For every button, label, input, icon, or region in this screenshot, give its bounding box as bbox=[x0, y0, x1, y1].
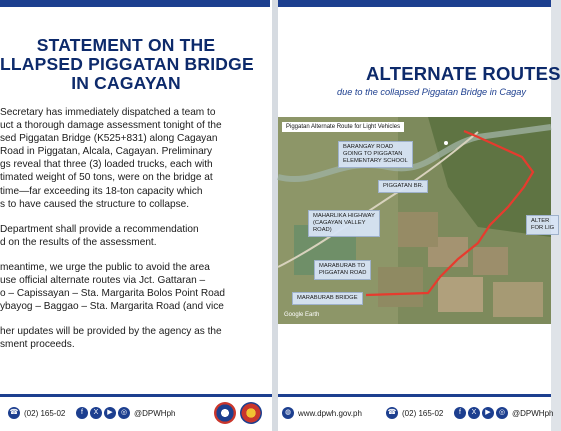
phone-icon: ☎ bbox=[386, 407, 398, 419]
p1-line: timated weight of 50 tons, were on the bridge at bbox=[0, 172, 213, 184]
alternate-route-label: ALTER FOR LIG bbox=[526, 215, 559, 235]
p4-line: her updates will be provided by the agency as the bbox=[0, 326, 222, 338]
facebook-icon[interactable]: f bbox=[76, 407, 88, 419]
youtube-icon[interactable]: ▶ bbox=[482, 407, 494, 419]
statement-title bbox=[0, 36, 252, 93]
footer-phone[interactable]: (02) 165-02 bbox=[402, 409, 444, 418]
x-icon[interactable]: X bbox=[90, 407, 102, 419]
dpwh-seal-icon bbox=[214, 402, 236, 424]
maraburab-bridge-label: MARABURAB BRIDGE bbox=[292, 292, 363, 305]
title-line-1: STATEMENT ON THE bbox=[36, 35, 216, 55]
maharlika-highway-label: MAHARLIKA HIGHWAY (CAGAYAN VALLEY ROAD) bbox=[308, 210, 380, 237]
routes-footer bbox=[278, 394, 554, 431]
alternate-routes-page bbox=[278, 0, 561, 431]
routes-subtitle: due to the collapsed Piggatan Bridge in Cagay bbox=[337, 87, 526, 97]
paragraph-3 bbox=[0, 261, 262, 313]
top-accent-bar bbox=[278, 0, 551, 7]
p2-line: Department shall provide a recommendation bbox=[0, 223, 199, 235]
x-icon[interactable]: X bbox=[468, 407, 480, 419]
p3-line: use official alternate routes via Jct. Gattaran – bbox=[0, 275, 206, 287]
bagong-pilipinas-seal-icon bbox=[240, 402, 262, 424]
p3-line: o – Capissayan – Sta. Margarita Bolos Point Road bbox=[0, 288, 225, 300]
p1-line: Road in Piggatan, Alcala, Cagayan. Preliminary bbox=[0, 146, 213, 158]
instagram-icon[interactable]: ◎ bbox=[496, 407, 508, 419]
p1-line: sed Piggatan Bridge (K525+831) along Cagayan bbox=[0, 133, 218, 145]
globe-icon: ◍ bbox=[282, 407, 294, 419]
paragraph-1 bbox=[0, 106, 262, 211]
maraburab-road-label: MARABURAB TO PIGGATAN ROAD bbox=[314, 260, 371, 280]
barangay-road-label: BARANGAY ROAD GOING TO PIGGATAN ELEMENTARY SCHOOL bbox=[338, 141, 413, 168]
top-accent-bar bbox=[0, 0, 270, 7]
footer-website[interactable]: www.dpwh.gov.ph bbox=[298, 409, 362, 418]
statement-page bbox=[0, 0, 272, 431]
statement-footer bbox=[0, 394, 272, 431]
p4-line: sment proceeds. bbox=[0, 339, 75, 351]
facebook-icon[interactable]: f bbox=[454, 407, 466, 419]
footer-phone[interactable]: (02) 165-02 bbox=[24, 409, 66, 418]
routes-title: ALTERNATE ROUTES bbox=[366, 63, 561, 84]
footer-handle[interactable]: @DPWHph bbox=[512, 409, 554, 418]
map-caption: Piggatan Alternate Route for Light Vehicles bbox=[282, 122, 404, 132]
paragraph-4 bbox=[0, 325, 262, 351]
youtube-icon[interactable]: ▶ bbox=[104, 407, 116, 419]
p1-line: s to have caused the structure to collapse. bbox=[0, 198, 190, 210]
title-line-3: IN CAGAYAN bbox=[71, 73, 181, 93]
p1-line: time—far exceeding its 18-ton capacity which bbox=[0, 185, 203, 197]
footer-handle[interactable]: @DPWHph bbox=[134, 409, 176, 418]
title-line-2: LLAPSED PIGGATAN BRIDGE bbox=[0, 54, 254, 74]
route-map[interactable] bbox=[278, 117, 555, 324]
instagram-icon[interactable]: ◎ bbox=[118, 407, 130, 419]
statement-body bbox=[0, 106, 262, 364]
map-attribution: Google Earth bbox=[284, 312, 320, 318]
p3-line: meantime, we urge the public to avoid the area bbox=[0, 261, 210, 273]
p3-line: ybayog – Baggao – Sta. Margarita Road (and vice bbox=[0, 301, 224, 313]
p1-line: gs reveal that three (3) loaded trucks, each with bbox=[0, 159, 213, 171]
p2-line: d on the results of the assessment. bbox=[0, 236, 157, 248]
p1-line: uct a thorough damage assessment tonight of the bbox=[0, 120, 222, 132]
p1-line: Secretary has immediately dispatched a team to bbox=[0, 107, 216, 118]
paragraph-2 bbox=[0, 223, 262, 249]
phone-icon: ☎ bbox=[8, 407, 20, 419]
piggatan-bridge-label: PIGGATAN BR. bbox=[378, 180, 428, 193]
